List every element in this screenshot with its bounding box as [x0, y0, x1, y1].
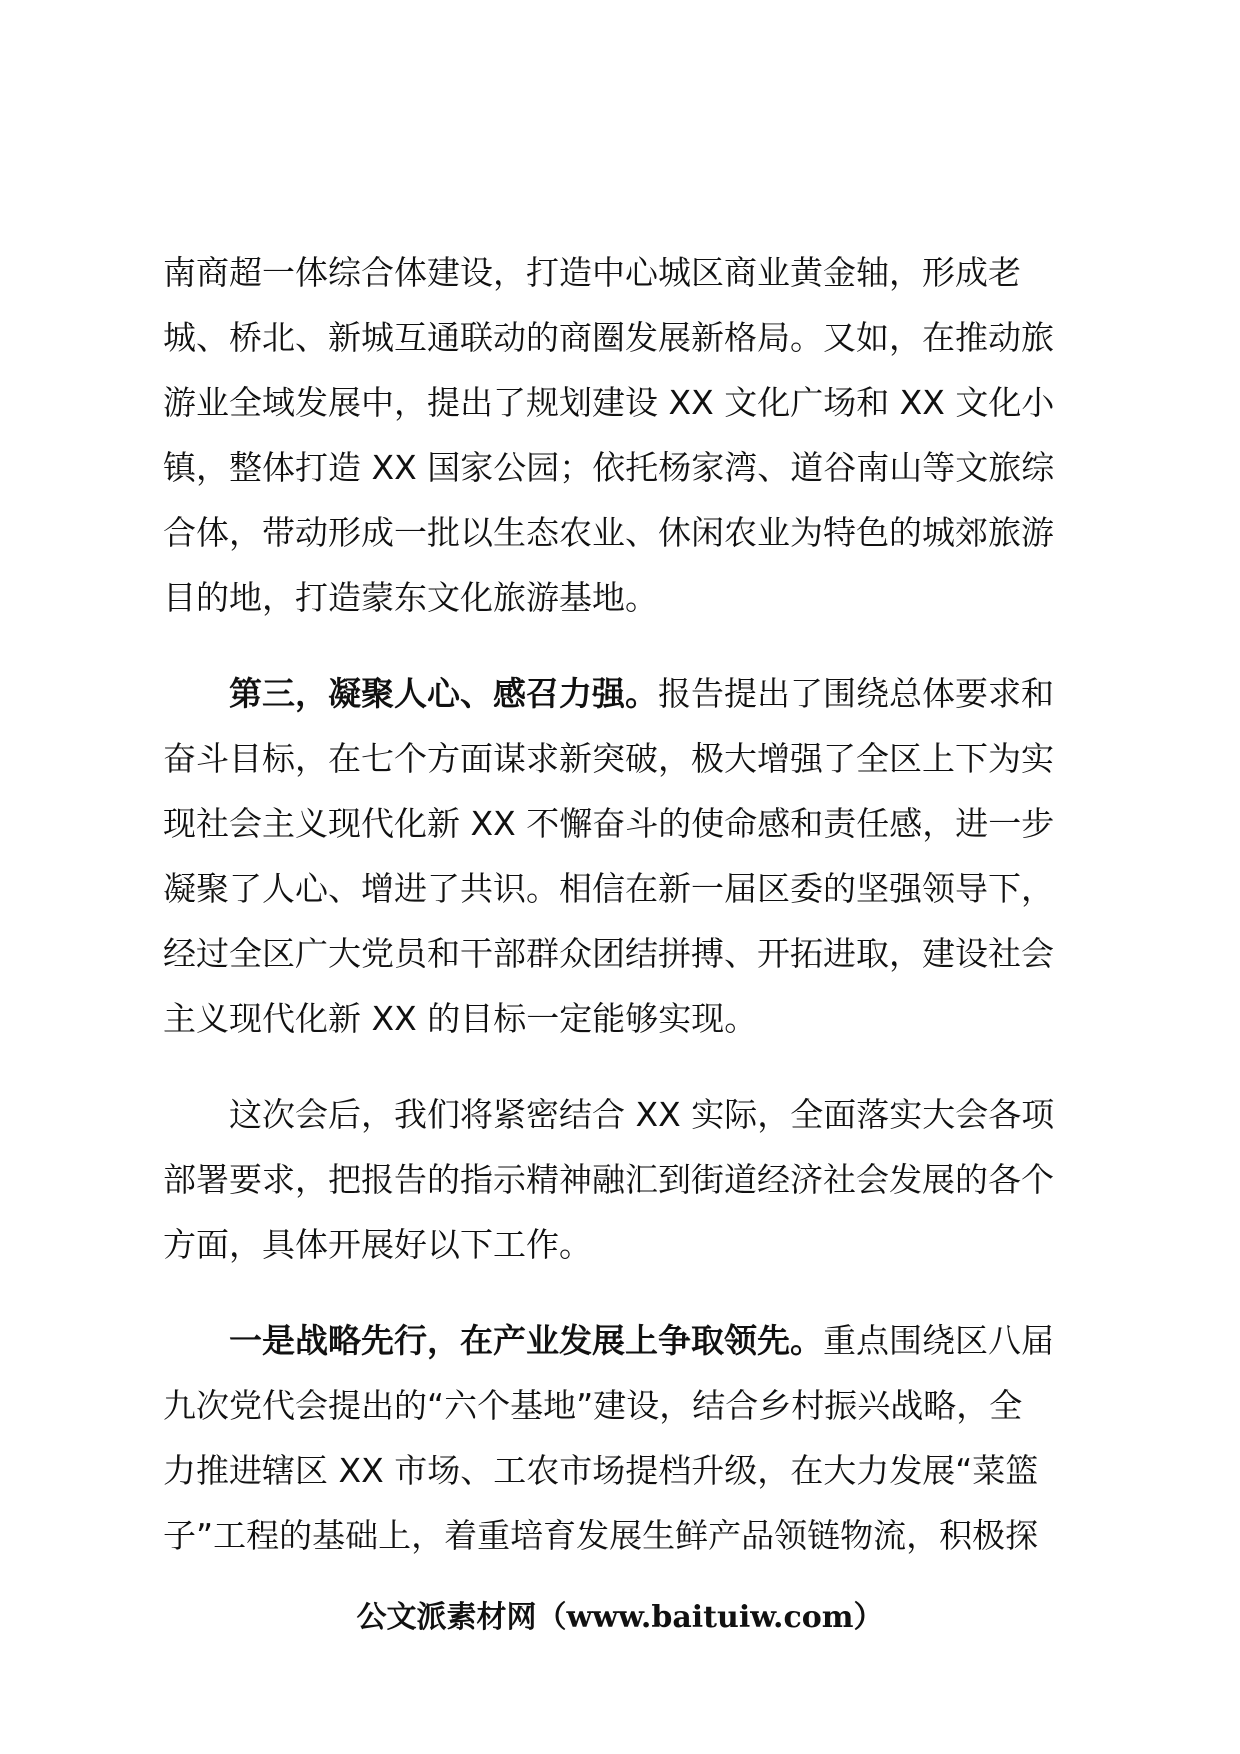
paragraph-spacer	[163, 630, 1073, 661]
text-line	[163, 661, 1073, 726]
paragraph-heading: 一是战略先行，在产业发展上争取领先。	[229, 1321, 823, 1360]
text-line: 这次会后，我们将紧密结合 XX 实际，全面落实大会各项	[229, 1095, 1055, 1134]
text-run: 重点围绕区八届	[823, 1321, 1054, 1360]
text-line: 部署要求，把报告的指示精神融汇到街道经济社会发展的各个	[163, 1160, 1054, 1199]
text-line: 合体，带动形成一批以生态农业、休闲农业为特色的城郊旅游	[163, 513, 1054, 552]
paragraph-spacer	[163, 1051, 1073, 1082]
text-run: 报告提出了围绕总体要求和	[658, 674, 1054, 713]
paragraph-spacer	[163, 1277, 1073, 1308]
text-line: 南商超一体综合体建设，打造中心城区商业黄金轴，形成老	[163, 253, 1021, 292]
text-line: 现社会主义现代化新 XX 不懈奋斗的使命感和责任感，进一步	[163, 804, 1055, 843]
text-line: 奋斗目标，在七个方面谋求新突破，极大增强了全区上下为实	[163, 739, 1054, 778]
paragraph-1	[163, 240, 1073, 630]
paragraph-heading: 第三，凝聚人心、感召力强。	[229, 674, 658, 713]
text-line: 方面，具体开展好以下工作。	[163, 1225, 592, 1264]
text-line: 九次党代会提出的“六个基地”建设，结合乡村振兴战略，全	[163, 1386, 1023, 1425]
paragraph-2	[163, 661, 1073, 1051]
text-line: 主义现代化新 XX 的目标一定能够实现。	[163, 999, 758, 1038]
text-line: 城、桥北、新城互通联动的商圈发展新格局。又如，在推动旅	[163, 318, 1054, 357]
text-line: 目的地，打造蒙东文化旅游基地。	[163, 578, 658, 617]
text-line: 经过全区广大党员和干部群众团结拼搏、开拓进取，建设社会	[163, 934, 1054, 973]
footer-watermark: 公文派素材网（www.baituiw.com）	[356, 1600, 884, 1635]
text-line: 镇，整体打造 XX 国家公园；依托杨家湾、道谷南山等文旅综	[163, 448, 1055, 487]
paragraph-3	[163, 1082, 1073, 1277]
text-line: 凝聚了人心、增进了共识。相信在新一届区委的坚强领导下，	[163, 869, 1054, 908]
text-line: 游业全域发展中，提出了规划建设 XX 文化广场和 XX 文化小	[163, 383, 1055, 422]
paragraph-4	[163, 1308, 1073, 1568]
text-line: 力推进辖区 XX 市场、工农市场提档升级，在大力发展“菜篮	[163, 1451, 1039, 1490]
text-line: 子”工程的基础上，着重培育发展生鲜产品领链物流，积极探	[163, 1516, 1039, 1555]
document-body	[163, 240, 1073, 1568]
text-line	[163, 1308, 1073, 1373]
